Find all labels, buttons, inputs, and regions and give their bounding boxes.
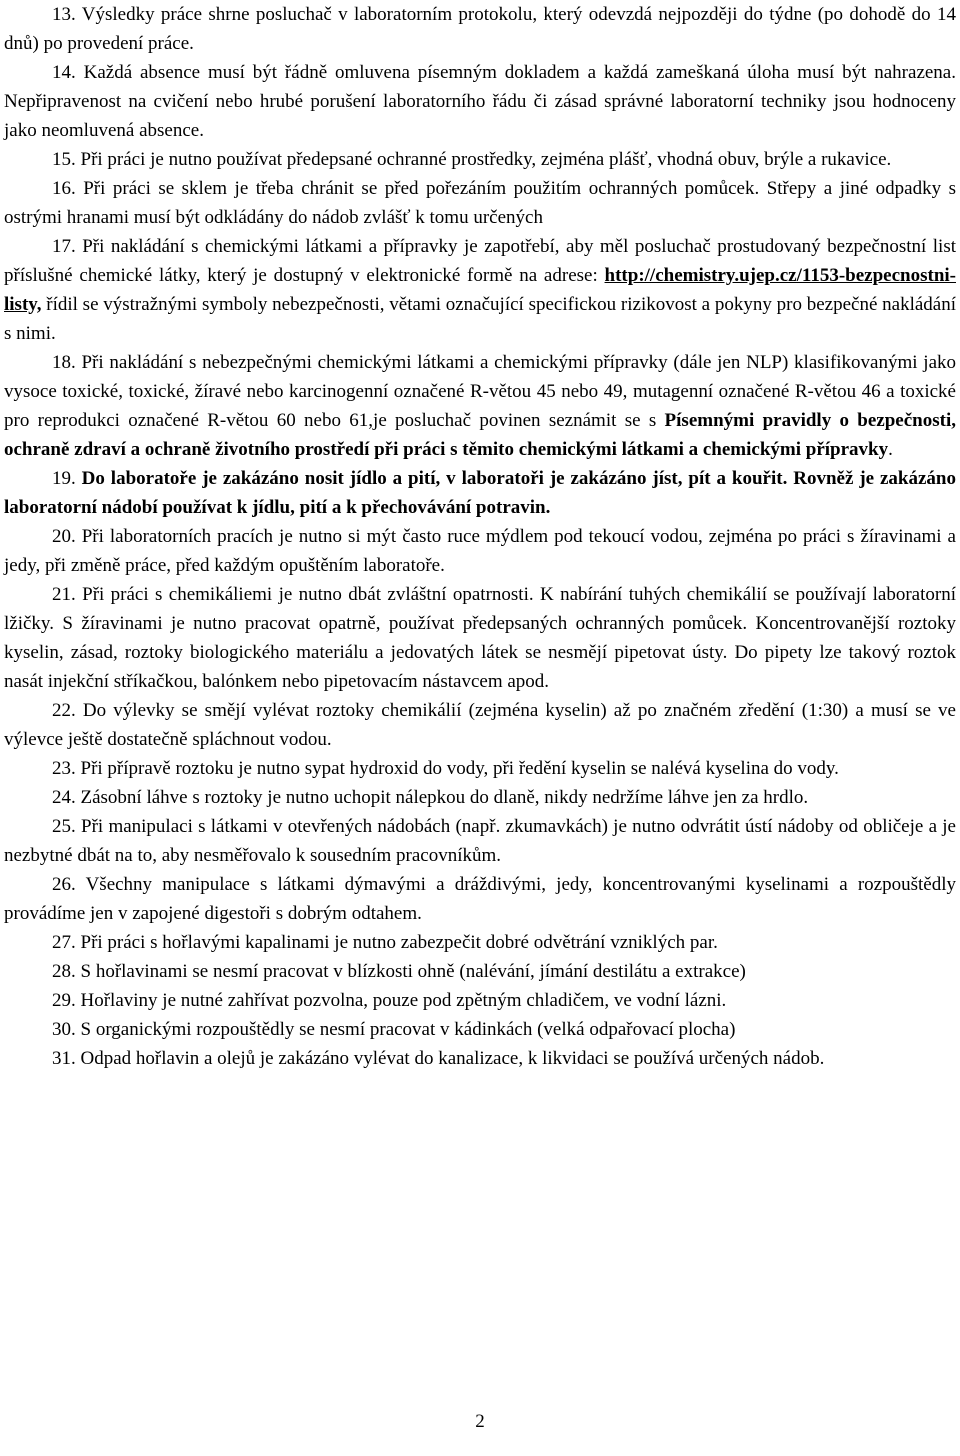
item-number: 18. <box>52 352 76 373</box>
item-text: S hořlavinami se nesmí pracovat v blízkosti ohně (nalévání, jímání destilátu a extrakce) <box>75 961 746 982</box>
list-item <box>4 145 956 174</box>
item-text: Při laboratorních pracích je nutno si mýt často ruce mýdlem pod tekoucí vodou, zejména po práci s žíravinami a jedy, při změně práce, před každým opuštěním laboratoře. <box>4 526 956 576</box>
item-number: 25. <box>52 816 76 837</box>
item-text: Při nakládání s nebezpečnými chemickými látkami a chemickými přípravky (dále jen NLP) klasifikovanými jako vysoce toxické, toxické, žíravé nebo karcinogenní označené R-větou 45 nebo 49, mutagenní označené R-větou 46 a toxické pro reprodukci označené R-větou 60 nebo 61,je posluchač povinen seznámit se s <box>4 352 956 431</box>
item-text: Při přípravě roztoku je nutno sypat hydroxid do vody, při ředění kyselin se nalévá kyselina do vody. <box>75 758 839 779</box>
item-text: Do výlevky se smějí vylévat roztoky chemikálií (zejména kyselin) až po značném zředění (1:30) a musí se ve výlevce ještě dostatečně spláchnout vodou. <box>4 700 956 750</box>
item-number: 22. <box>52 700 76 721</box>
list-item <box>4 1015 956 1044</box>
item-number: 30. <box>52 1019 76 1040</box>
list-item <box>4 348 956 464</box>
item-number: 31. <box>52 1048 76 1069</box>
list-item <box>4 812 956 870</box>
item-text: Každá absence musí být řádně omluvena písemným dokladem a každá zameškaná úloha musí být nahrazena. Nepřipravenost na cvičení nebo hrubé porušení laboratorního řádu či zásad správné laboratorní techniky jsou hodnoceny jako neomluvená absence. <box>4 62 956 141</box>
list-item <box>4 232 956 348</box>
list-item <box>4 0 956 58</box>
item-number: 29. <box>52 990 76 1011</box>
item-text: Při nakládání s chemickými látkami a přípravky je zapotřebí, aby měl posluchač prostudovaný bezpečnostní list příslušné chemické látky, který je dostupný v elektronické formě na adrese: <box>4 236 956 286</box>
rules-list <box>4 0 956 1073</box>
item-text: Při práci je nutno používat předepsané ochranné prostředky, zejména plášť, vhodná obuv, brýle a rukavice. <box>75 149 892 170</box>
item-number: 26. <box>52 874 76 895</box>
item-text: . <box>888 439 893 460</box>
item-number: 20. <box>52 526 76 547</box>
list-item <box>4 580 956 696</box>
list-item <box>4 754 956 783</box>
item-text: S organickými rozpouštědly se nesmí pracovat v kádinkách (velká odpařovací plocha) <box>75 1019 736 1040</box>
list-item <box>4 522 956 580</box>
list-item <box>4 870 956 928</box>
item-text: Hořlaviny je nutné zahřívat pozvolna, pouze pod zpětným chladičem, ve vodní lázni. <box>75 990 727 1011</box>
safety-sheets-link[interactable]: http://chemistry.ujep.cz/1153-bezpecnostni-listy, <box>4 265 956 315</box>
item-text: řídil se výstražnými symboly nebezpečnosti, větami označující specifickou rizikovost a pokyny pro bezpečné nakládání s nimi. <box>4 294 956 344</box>
item-number: 13. <box>52 4 76 25</box>
list-item <box>4 1044 956 1073</box>
list-item <box>4 464 956 522</box>
list-item <box>4 928 956 957</box>
item-number: 14. <box>52 62 76 83</box>
item-number: 24. <box>52 787 76 808</box>
item-number: 27. <box>52 932 76 953</box>
item-text: Odpad hořlavin a olejů je zakázáno vylévat do kanalizace, k likvidaci se používá určených nádob. <box>75 1048 825 1069</box>
document-page <box>4 0 956 1456</box>
list-item <box>4 696 956 754</box>
item-text: Výsledky práce shrne posluchač v laboratorním protokolu, který odevzdá nejpozději do týdne (po dohodě do 14 dnů) po provedení práce. <box>4 4 956 54</box>
item-text: Písemnými pravidly o bezpečnosti, ochraně zdraví a ochraně životního prostředí při práci s těmito chemickými látkami a chemickými přípravky <box>4 410 956 460</box>
item-text: Při práci se sklem je třeba chránit se před pořezáním použitím ochranných pomůcek. Střepy a jiné odpadky s ostrými hranami musí být odkládány do nádob zvlášť k tomu určených <box>4 178 956 228</box>
item-text: Při práci s hořlavými kapalinami je nutno zabezpečit dobré odvětrání vzniklých par. <box>75 932 718 953</box>
item-number: 28. <box>52 961 76 982</box>
item-number: 16. <box>52 178 76 199</box>
item-number: 17. <box>52 236 76 257</box>
list-item <box>4 58 956 145</box>
item-text: Do laboratoře je zakázáno nosit jídlo a pití, v laboratoři je zakázáno jíst, pít a kouřit. Rovněž je zakázáno laboratorní nádobí používat k jídlu, pití a k přechovávání potravin. <box>4 468 956 518</box>
item-number: 15. <box>52 149 76 170</box>
item-text: Při práci s chemikáliemi je nutno dbát zvláštní opatrnosti. K nabírání tuhých chemikálií se používají laboratorní lžičky. S žíravinami je nutno pracovat opatrně, používat předepsaných ochranných pomůcek. Koncentrovanější roztoky kyselin, zásad, roztoky biologického materiálu a jedovatých látek se nesmějí pipetovat ústy. Do pipety lze takový roztok nasát injekční stříkačkou, balónkem nebo pipetovacím nástavcem apod. <box>4 584 956 692</box>
list-item <box>4 783 956 812</box>
item-number: 19. <box>52 468 76 489</box>
item-text: Zásobní láhve s roztoky je nutno uchopit nálepkou do dlaně, nikdy nedržíme láhve jen za hrdlo. <box>75 787 809 808</box>
item-text: Všechny manipulace s látkami dýmavými a dráždivými, jedy, koncentrovanými kyselinami a rozpouštědly provádíme jen v zapojené digestoři s dobrým odtahem. <box>4 874 956 924</box>
item-number: 21. <box>52 584 76 605</box>
list-item <box>4 174 956 232</box>
page-number: 2 <box>475 1411 485 1432</box>
item-text: Při manipulaci s látkami v otevřených nádobách (např. zkumavkách) je nutno odvrátit ústí nádoby od obličeje a je nezbytné dbát na to, aby nesměřovalo k sousedním pracovníkům. <box>4 816 956 866</box>
item-number: 23. <box>52 758 76 779</box>
list-item <box>4 986 956 1015</box>
list-item <box>4 957 956 986</box>
